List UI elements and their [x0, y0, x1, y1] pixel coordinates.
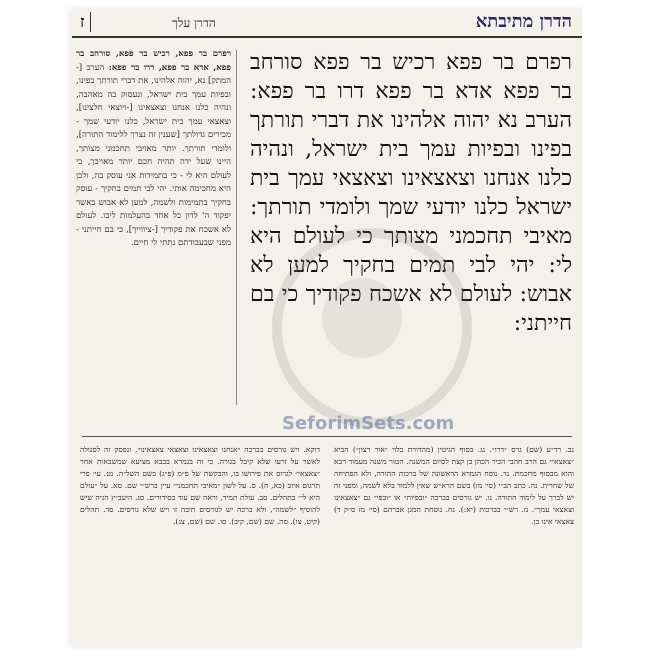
page-header — [72, 10, 582, 38]
column-divider — [236, 50, 237, 405]
page-number: ז — [80, 12, 91, 32]
footnote-separator — [82, 436, 572, 437]
commentary-head: רפרם בר פפא, רכיש בר פפא, סורחב בר פפא, אדא בר פפא, דרו בר פפא: — [76, 49, 231, 73]
page-subtitle: הדרן עלך — [172, 16, 216, 30]
main-text: רפרם בר פפא רכיש בר פפא סורחב בר פפא אדא בר פפא דרו בר פפא: הערב נא יהוה אלהינו את דברי תורתך בפינו ובפיות עמך בית ישראל, ונהיה כלנו אנחנו וצאצאינו וצאצאי עמך בית ישראל כלנו יודעי שמך ולומדי תורתך: מאיבי תחכמני מצותך כי לעולם היא לי: יהי לבי תמים בחקיך למען לא אבוש: לעולם לא אשכח פקודיך כי בם חייתני: — [250, 50, 572, 336]
watermark-text: SeforimSets.com — [282, 413, 455, 434]
page-title: הדרן מתיבתא — [475, 11, 572, 32]
commentary-body: הערב [-המתק] נא, יהוה אלהינו, את דברי תורתך בפינו, ובפיות עמך בית ישראל, ונעסוק בה מאהבה, ונהיה כלנו אנחנו וצאצאינו [-ויוצאי חלצינו], וצאצאי עמך בית ישראל, כלנו יודעי שמך - מכירים גדולתך [שענין זה נצרך ללימוד התורה], ולומדי תורתך. יותר מאויבי תחכמני מצותך, היינו שעל ידה תהיה חכם יותר מאויבך, כי לעולם היא לי - כי בתמידות אני עוסק בה, ולכן היא מחכימה אותי. יהי לבי תמים בחקיך - עוסק בחקיך בתמימות ולשמה, למען לא אבוש כאשר יפקוד ה' לדון כל אחד בהעלמות ליבו. לעולם לא אשכח את פקודיך [-ציווייך], כי בם חייתני - מפני שבעבודתם נתתי לי חיים. — [76, 62, 231, 248]
footnotes — [80, 444, 574, 644]
footnotes-left: דוקא. ויש גורסים בברכה ״אנחנו וצאצאינו וצאצאי צאצאינו״, ונפסק זה לסגולה לאשר על זרעו שלא קיבל בגורה. כי זה בגמרא בבבא מציעא שמשבאות אחר ״צאצאי״ לגרוס את פירושו בו, והבקשת של פ״מ (פ״ג) בשם השל״ה. נט. עי׳ פרי תרגום איוב (כא, ח). ס. על לשון ״מאיבי תחכמני״ עיין ברש״י שם. סא. על ״עולם היא לי״ בתהלים. סב. עולת תמיד, וראה שם עוד בסידורים. סג. היעב״ץ הגיה שיש להוסיף ״לשמה״, ולא ברכה יש לגורסים תיבה זו ויש שלא גורסים. סד. תהלים (קיט, צו). סה. שם (שם, קיב). סו. שם (שם, צג). — [80, 445, 320, 526]
footnotes-right: נב. רד״ע (שם) גרס ״דרו״. נג. בסוף הגיטין (מהדורת בלוי ״אור רצון״) הביא ״צאצאי״ גם הרב חהבי הכיר הכהן בן קצת לסיום המשנה. הטור משנה מעמוד רבא והוא מבסוף מחכמת. נד. נוסח הגמרא הראשונה של ברכות התורה, ולא הפתיחה של שחרית. נה. כתב הב״י (סי׳ מז) בשם הרא״ש שאין ללמוד בלא לשמה, ומפני זה יש לברך על לימוד התורה. נו. יש גורסים בברכה ״ובפיות״ או ״ובפי״ גם ״צאצאינו וצאצאי עמך״. נז. רש״י בברכות (יא:). נח. נוסחת המגן אברהם (סי׳ מז ס״ק ד) צאצאי אינו בן. — [334, 445, 574, 526]
commentary — [76, 48, 231, 251]
book-page — [72, 8, 582, 648]
